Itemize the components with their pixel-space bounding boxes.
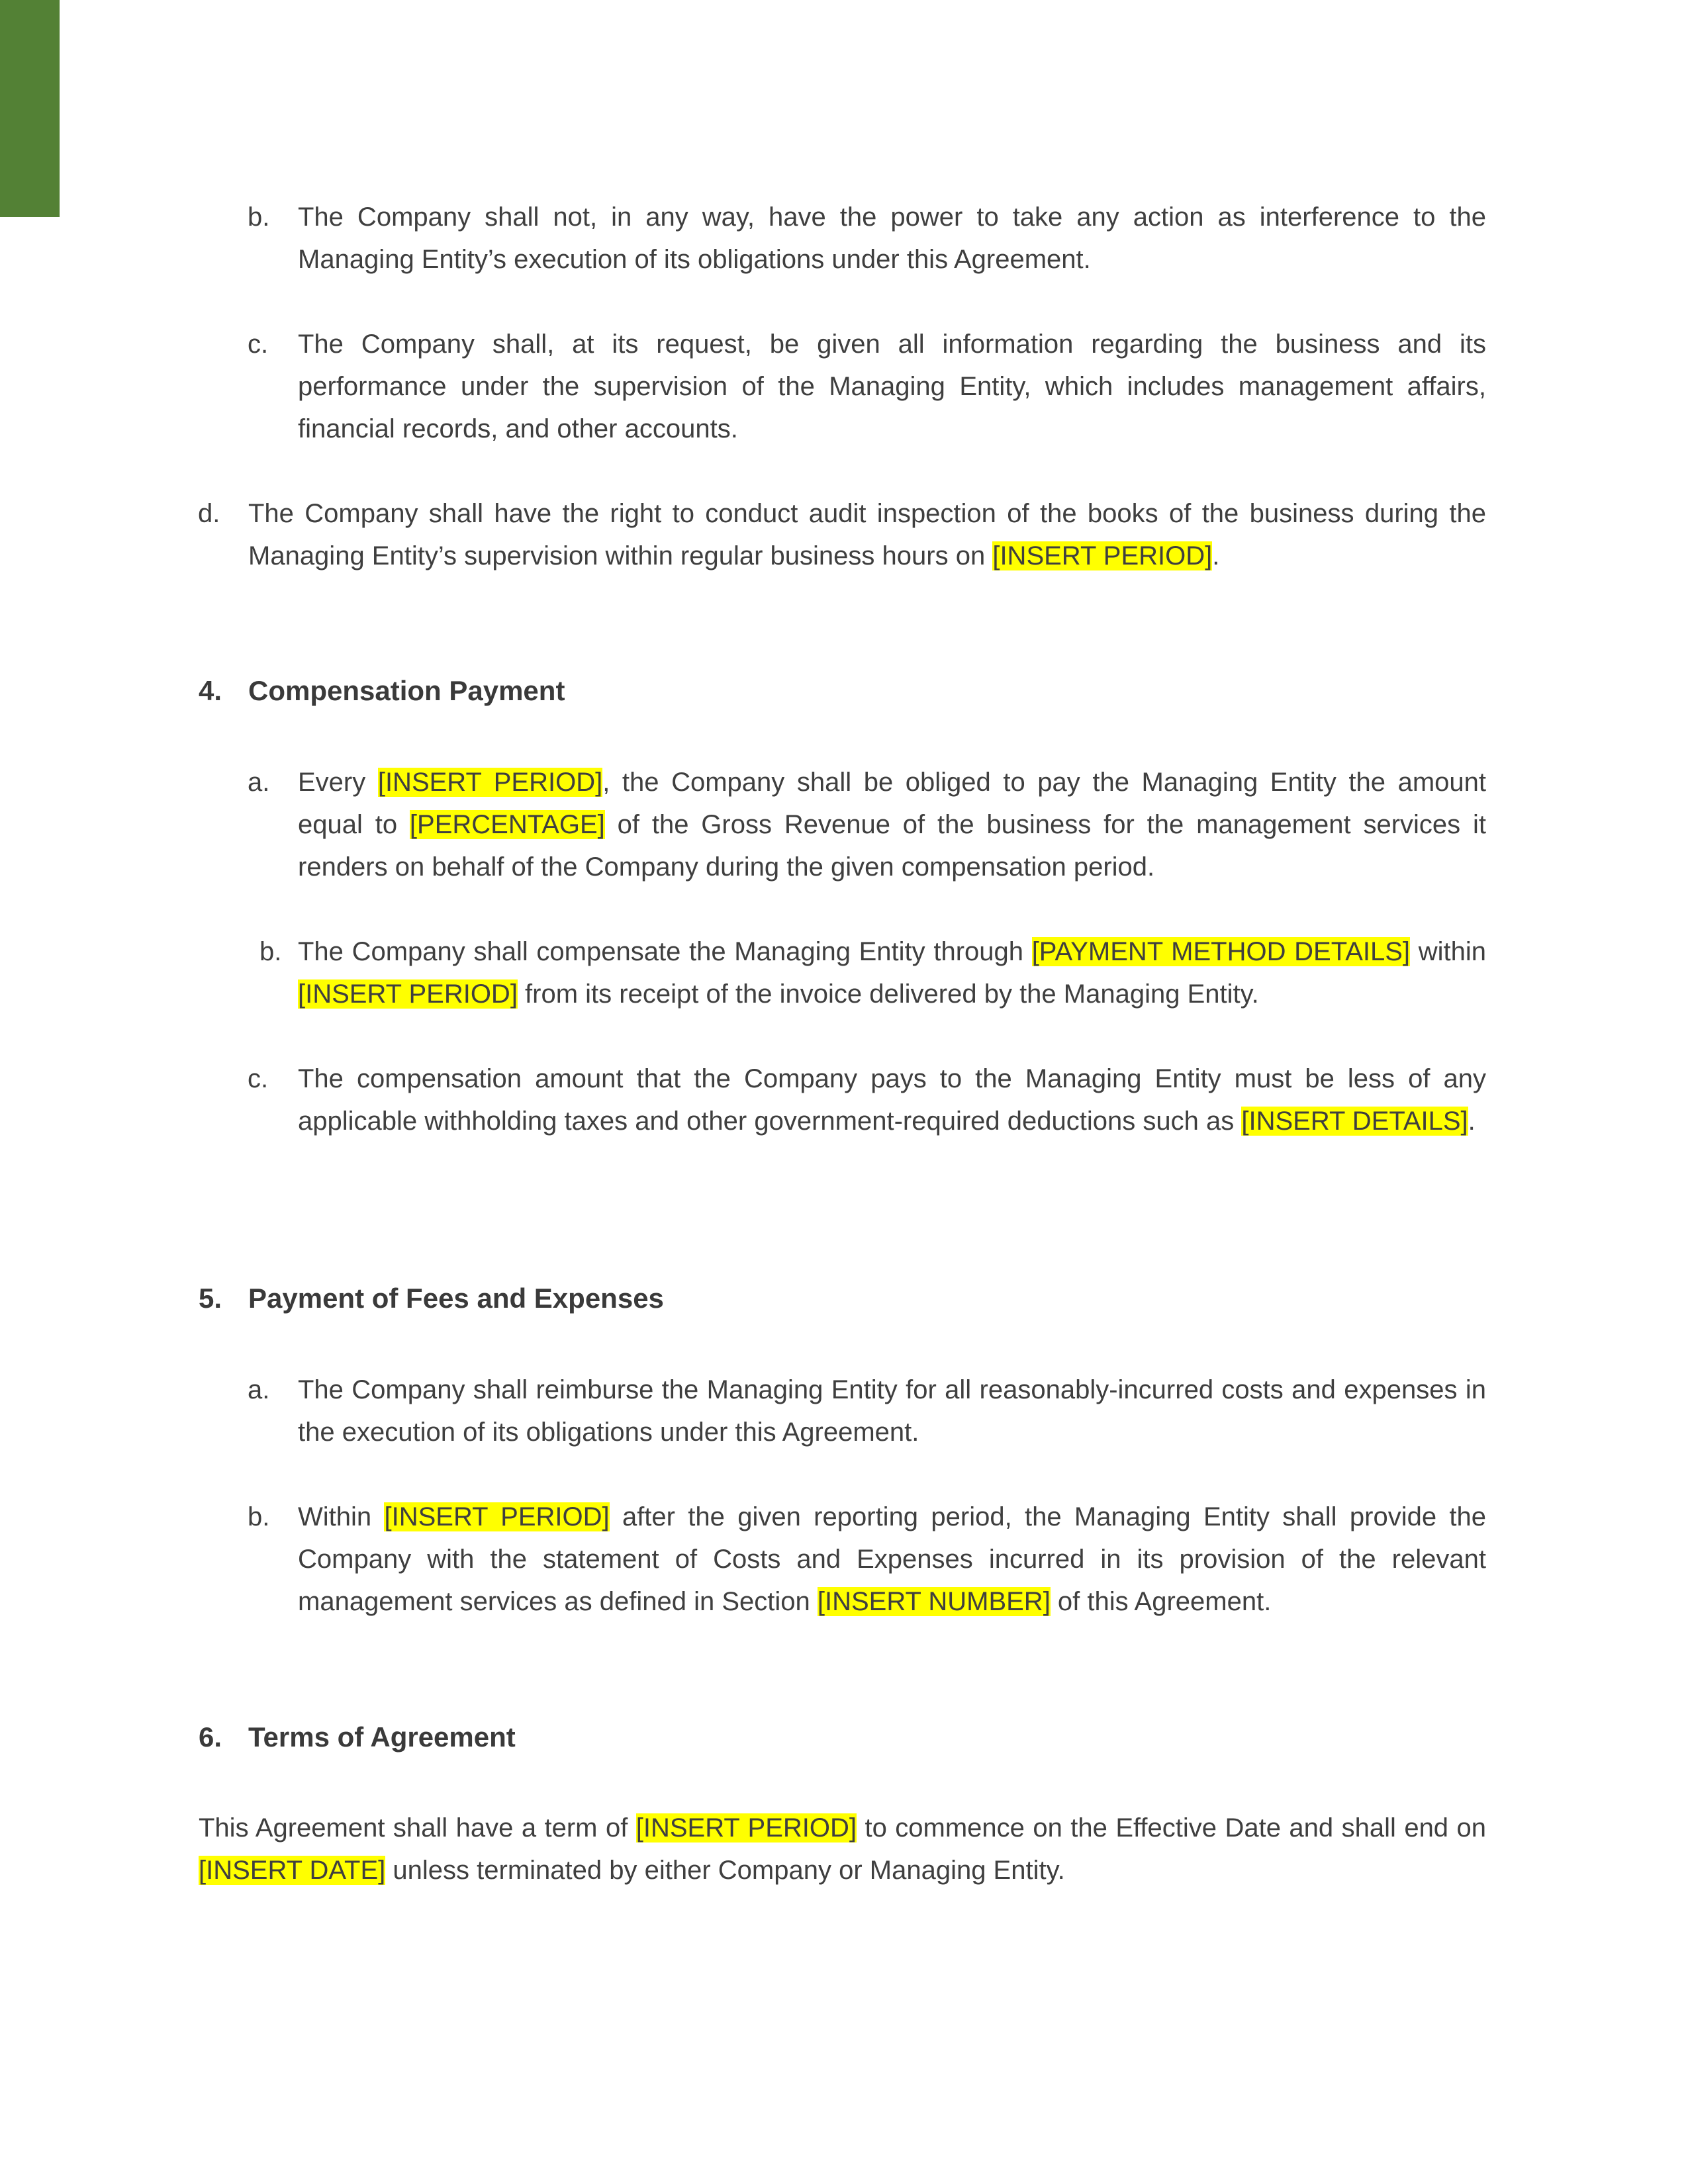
- clause-marker: a.: [248, 1375, 270, 1404]
- section-heading-6: [199, 1716, 516, 1758]
- clause-marker: c.: [248, 330, 269, 359]
- clause-3b: [248, 196, 1486, 281]
- placeholder-highlight: [INSERT PERIOD]: [377, 768, 603, 797]
- clause-3c: [248, 323, 1486, 450]
- section-heading-5: [199, 1277, 664, 1320]
- clause-5b: b. Within [INSERT PERIOD] after the given reporting period, the Managing Entity shall provide the Company with the statement of Costs and Expenses incurred in its provision of the relevant management services as defined in Section [INSERT NUMBER] of this Agreement.: [298, 1496, 1486, 1623]
- placeholder-highlight: [PAYMENT METHOD DETAILS]: [1031, 937, 1411, 966]
- clause-text: The Company shall, at its request, be given all information regarding the business and its performance under the supervision of the Managing Entity, which includes management affairs, financial records, and other accounts.: [298, 330, 1486, 443]
- terms-paragraph: This Agreement shall have a term of [INSERT PERIOD] to commence on the Effective Date and shall end on [INSERT DATE] unless terminated by either Company or Managing Entity.: [199, 1813, 1486, 1885]
- section-title: Terms of Agreement: [248, 1721, 516, 1752]
- placeholder-highlight: [INSERT PERIOD]: [298, 979, 518, 1009]
- placeholder-highlight: [PERCENTAGE]: [409, 810, 605, 839]
- clause-3d: d. The Company shall have the right to conduct audit inspection of the books of the business during the Managing Entity’s supervision within regular business hours on [INSERT PERIOD].: [248, 492, 1486, 577]
- section-number: 4.: [199, 675, 222, 706]
- section-heading-4: [199, 670, 565, 712]
- clause-marker: d.: [198, 499, 220, 528]
- accent-bar: [0, 0, 60, 217]
- section-number: 6.: [199, 1721, 222, 1752]
- clause-marker: b.: [248, 203, 270, 232]
- section-title: Compensation Payment: [248, 675, 565, 706]
- clause-4b: b. The Company shall compensate the Managing Entity through [PAYMENT METHOD DETAILS] within [INSERT PERIOD] from its receipt of the invoice delivered by the Managing Entity.: [298, 931, 1486, 1015]
- clause-marker: b.: [248, 1502, 270, 1531]
- placeholder-highlight: [INSERT PERIOD]: [992, 541, 1213, 570]
- section-title: Payment of Fees and Expenses: [248, 1283, 664, 1314]
- clause-text: The Company shall not, in any way, have the power to take any action as interference to the Managing Entity’s execution of its obligations under this Agreement.: [298, 203, 1486, 274]
- placeholder-highlight: [INSERT PERIOD]: [635, 1813, 857, 1843]
- placeholder-highlight: [INSERT DETAILS]: [1241, 1107, 1468, 1136]
- clause-4c: c. The compensation amount that the Company pays to the Managing Entity must be less of any applicable withholding taxes and other government-required deductions such as [INSERT DETAILS].: [298, 1058, 1486, 1142]
- clause-marker: b.: [259, 937, 282, 966]
- placeholder-highlight: [INSERT PERIOD]: [384, 1502, 610, 1531]
- clause-marker: a.: [248, 768, 270, 797]
- clause-5a: a. The Company shall reimburse the Managing Entity for all reasonably-incurred costs and expenses in the execution of its obligations under this Agreement.: [298, 1369, 1486, 1453]
- section-number: 5.: [199, 1283, 222, 1314]
- placeholder-highlight: [INSERT NUMBER]: [817, 1587, 1051, 1616]
- clause-4a: a. Every [INSERT PERIOD], the Company shall be obliged to pay the Managing Entity the amount equal to [PERCENTAGE] of the Gross Revenue of the business for the management services it renders on behalf of the Company during the given compensation period.: [298, 761, 1486, 888]
- clause-marker: c.: [248, 1064, 269, 1093]
- placeholder-highlight: [INSERT DATE]: [199, 1856, 386, 1885]
- clause-text: The Company shall have the right to conduct audit inspection of the books of the business during the Managing Entity’s supervision within regular business hours on: [248, 499, 1486, 570]
